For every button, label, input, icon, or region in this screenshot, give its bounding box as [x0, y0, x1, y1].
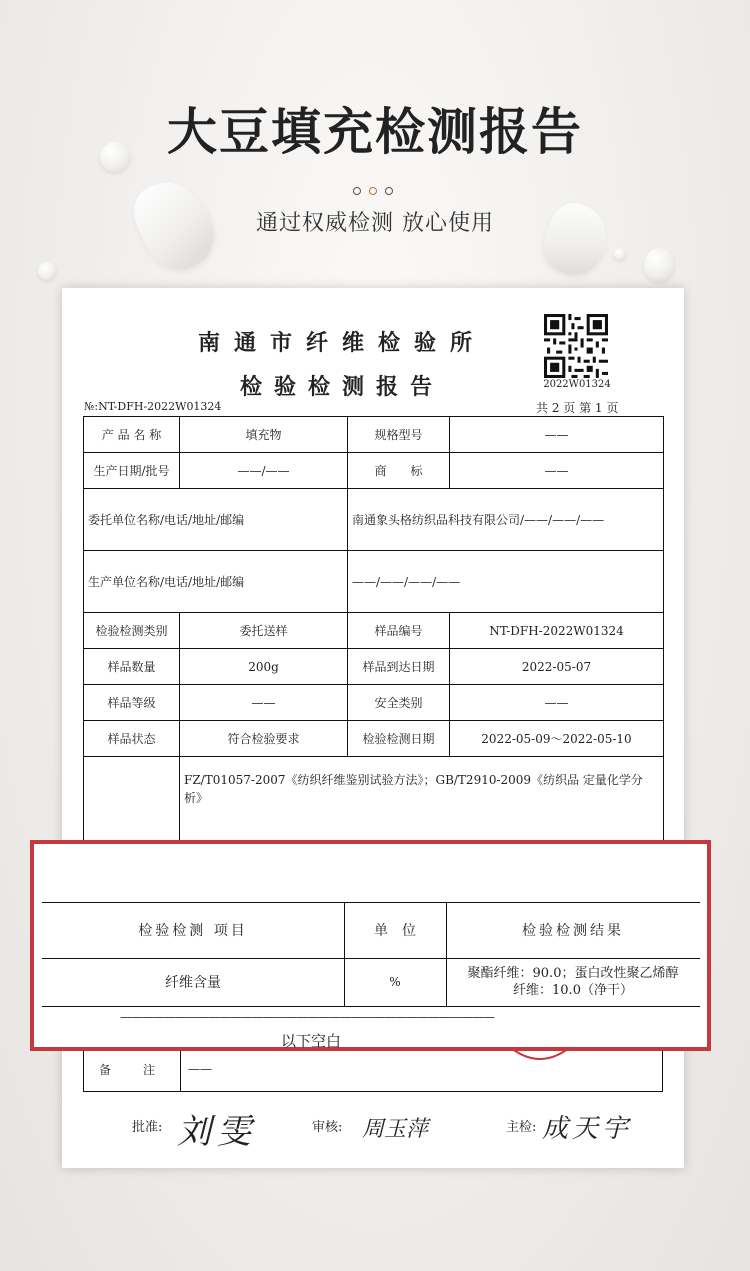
spec-value: ——: [450, 417, 664, 453]
product-name-label: 产 品 名 称: [84, 417, 180, 453]
state-value: 符合检验要求: [180, 721, 348, 757]
page-title: 大豆填充检测报告: [167, 103, 583, 161]
results-value-line: 纤维：10.0（净干）: [513, 983, 633, 998]
divider-dots-icon: [353, 187, 397, 197]
blank-below-note: 以下空白: [281, 1032, 342, 1050]
report-table: [83, 416, 664, 877]
state-label: 样品状态: [84, 721, 180, 757]
inspector-label: 主检:: [506, 1120, 537, 1135]
results-value: [446, 958, 700, 1006]
results-unit-header: 单 位: [374, 923, 416, 939]
page-subtitle: 通过权威检测 放心使用: [256, 211, 494, 236]
quantity-label: 样品数量: [84, 649, 180, 685]
signature-row: [62, 1104, 684, 1154]
remarks-label: 备 注: [84, 1047, 181, 1091]
results-unit: %: [389, 975, 401, 989]
inspector-signature: 成天宇: [542, 1114, 633, 1144]
safety-label: 安全类别: [348, 685, 450, 721]
arrival-value: 2022-05-07: [450, 649, 664, 685]
results-item-header: 检验检测 项目: [138, 923, 248, 939]
table-border: [42, 1006, 700, 1007]
test-method: FZ/T01057-2007《纺织纤维鉴别试验方法》；GB/T2910-2009《纺织品 定量化学分析》: [180, 757, 664, 877]
report-number: №:NT-DFH-2022W01324: [84, 400, 222, 413]
prod-date-label: 生产日期/批号: [84, 453, 180, 489]
page-count: 共 2 页 第 1 页: [536, 401, 619, 415]
grade-value: ——: [180, 685, 348, 721]
trademark-value: ——: [450, 453, 664, 489]
sample-no-label: 样品编号: [348, 613, 450, 649]
results-highlight-box: [30, 840, 711, 1051]
approver-signature: 刘雯: [177, 1112, 257, 1152]
qr-code-number: 2022W01324: [543, 379, 611, 390]
test-date-label: 检验检测日期: [348, 721, 450, 757]
client-label: 委托单位名称/电话/地址/邮编: [84, 489, 348, 551]
milk-drop-decoration: [644, 248, 674, 282]
prod-date-value: ——/——: [180, 453, 348, 489]
test-date-value: 2022-05-09～2022-05-10: [450, 721, 664, 757]
arrival-label: 样品到达日期: [348, 649, 450, 685]
spec-label: 规格型号: [348, 417, 450, 453]
sample-no-value: NT-DFH-2022W01324: [450, 613, 664, 649]
client-value: 南通象头格纺织品科技有限公司/——/——/——: [348, 489, 664, 551]
institution-name: 南通市纤维检验所: [197, 330, 486, 356]
reviewer-label: 审核:: [312, 1120, 343, 1135]
results-result-header: 检验检测结果: [522, 923, 624, 939]
milk-drop-decoration: [614, 248, 626, 260]
separator-line: ——————————————————————————————————: [120, 1010, 494, 1024]
safety-value: ——: [450, 685, 664, 721]
results-item: 纤维含量: [165, 975, 221, 991]
quantity-value: 200g: [180, 649, 348, 685]
trademark-label: 商 标: [348, 453, 450, 489]
reviewer-signature: 周玉萍: [362, 1117, 429, 1142]
producer-label: 生产单位名称/电话/地址/邮编: [84, 551, 348, 613]
producer-value: ——/——/——/——: [348, 551, 664, 613]
product-name-value: 填充物: [180, 417, 348, 453]
milk-drop-decoration: [38, 262, 56, 280]
approver-label: 批准:: [132, 1120, 163, 1135]
qr-code-icon: [544, 314, 608, 378]
results-value-line: 聚酯纤维：90.0；蛋白改性聚乙烯醇: [467, 966, 679, 981]
remarks-value: ——: [188, 1062, 212, 1076]
report-title: 检验检测报告: [239, 374, 444, 400]
test-type-value: 委托送样: [180, 613, 348, 649]
grade-label: 样品等级: [84, 685, 180, 721]
test-type-label: 检验检测类别: [84, 613, 180, 649]
